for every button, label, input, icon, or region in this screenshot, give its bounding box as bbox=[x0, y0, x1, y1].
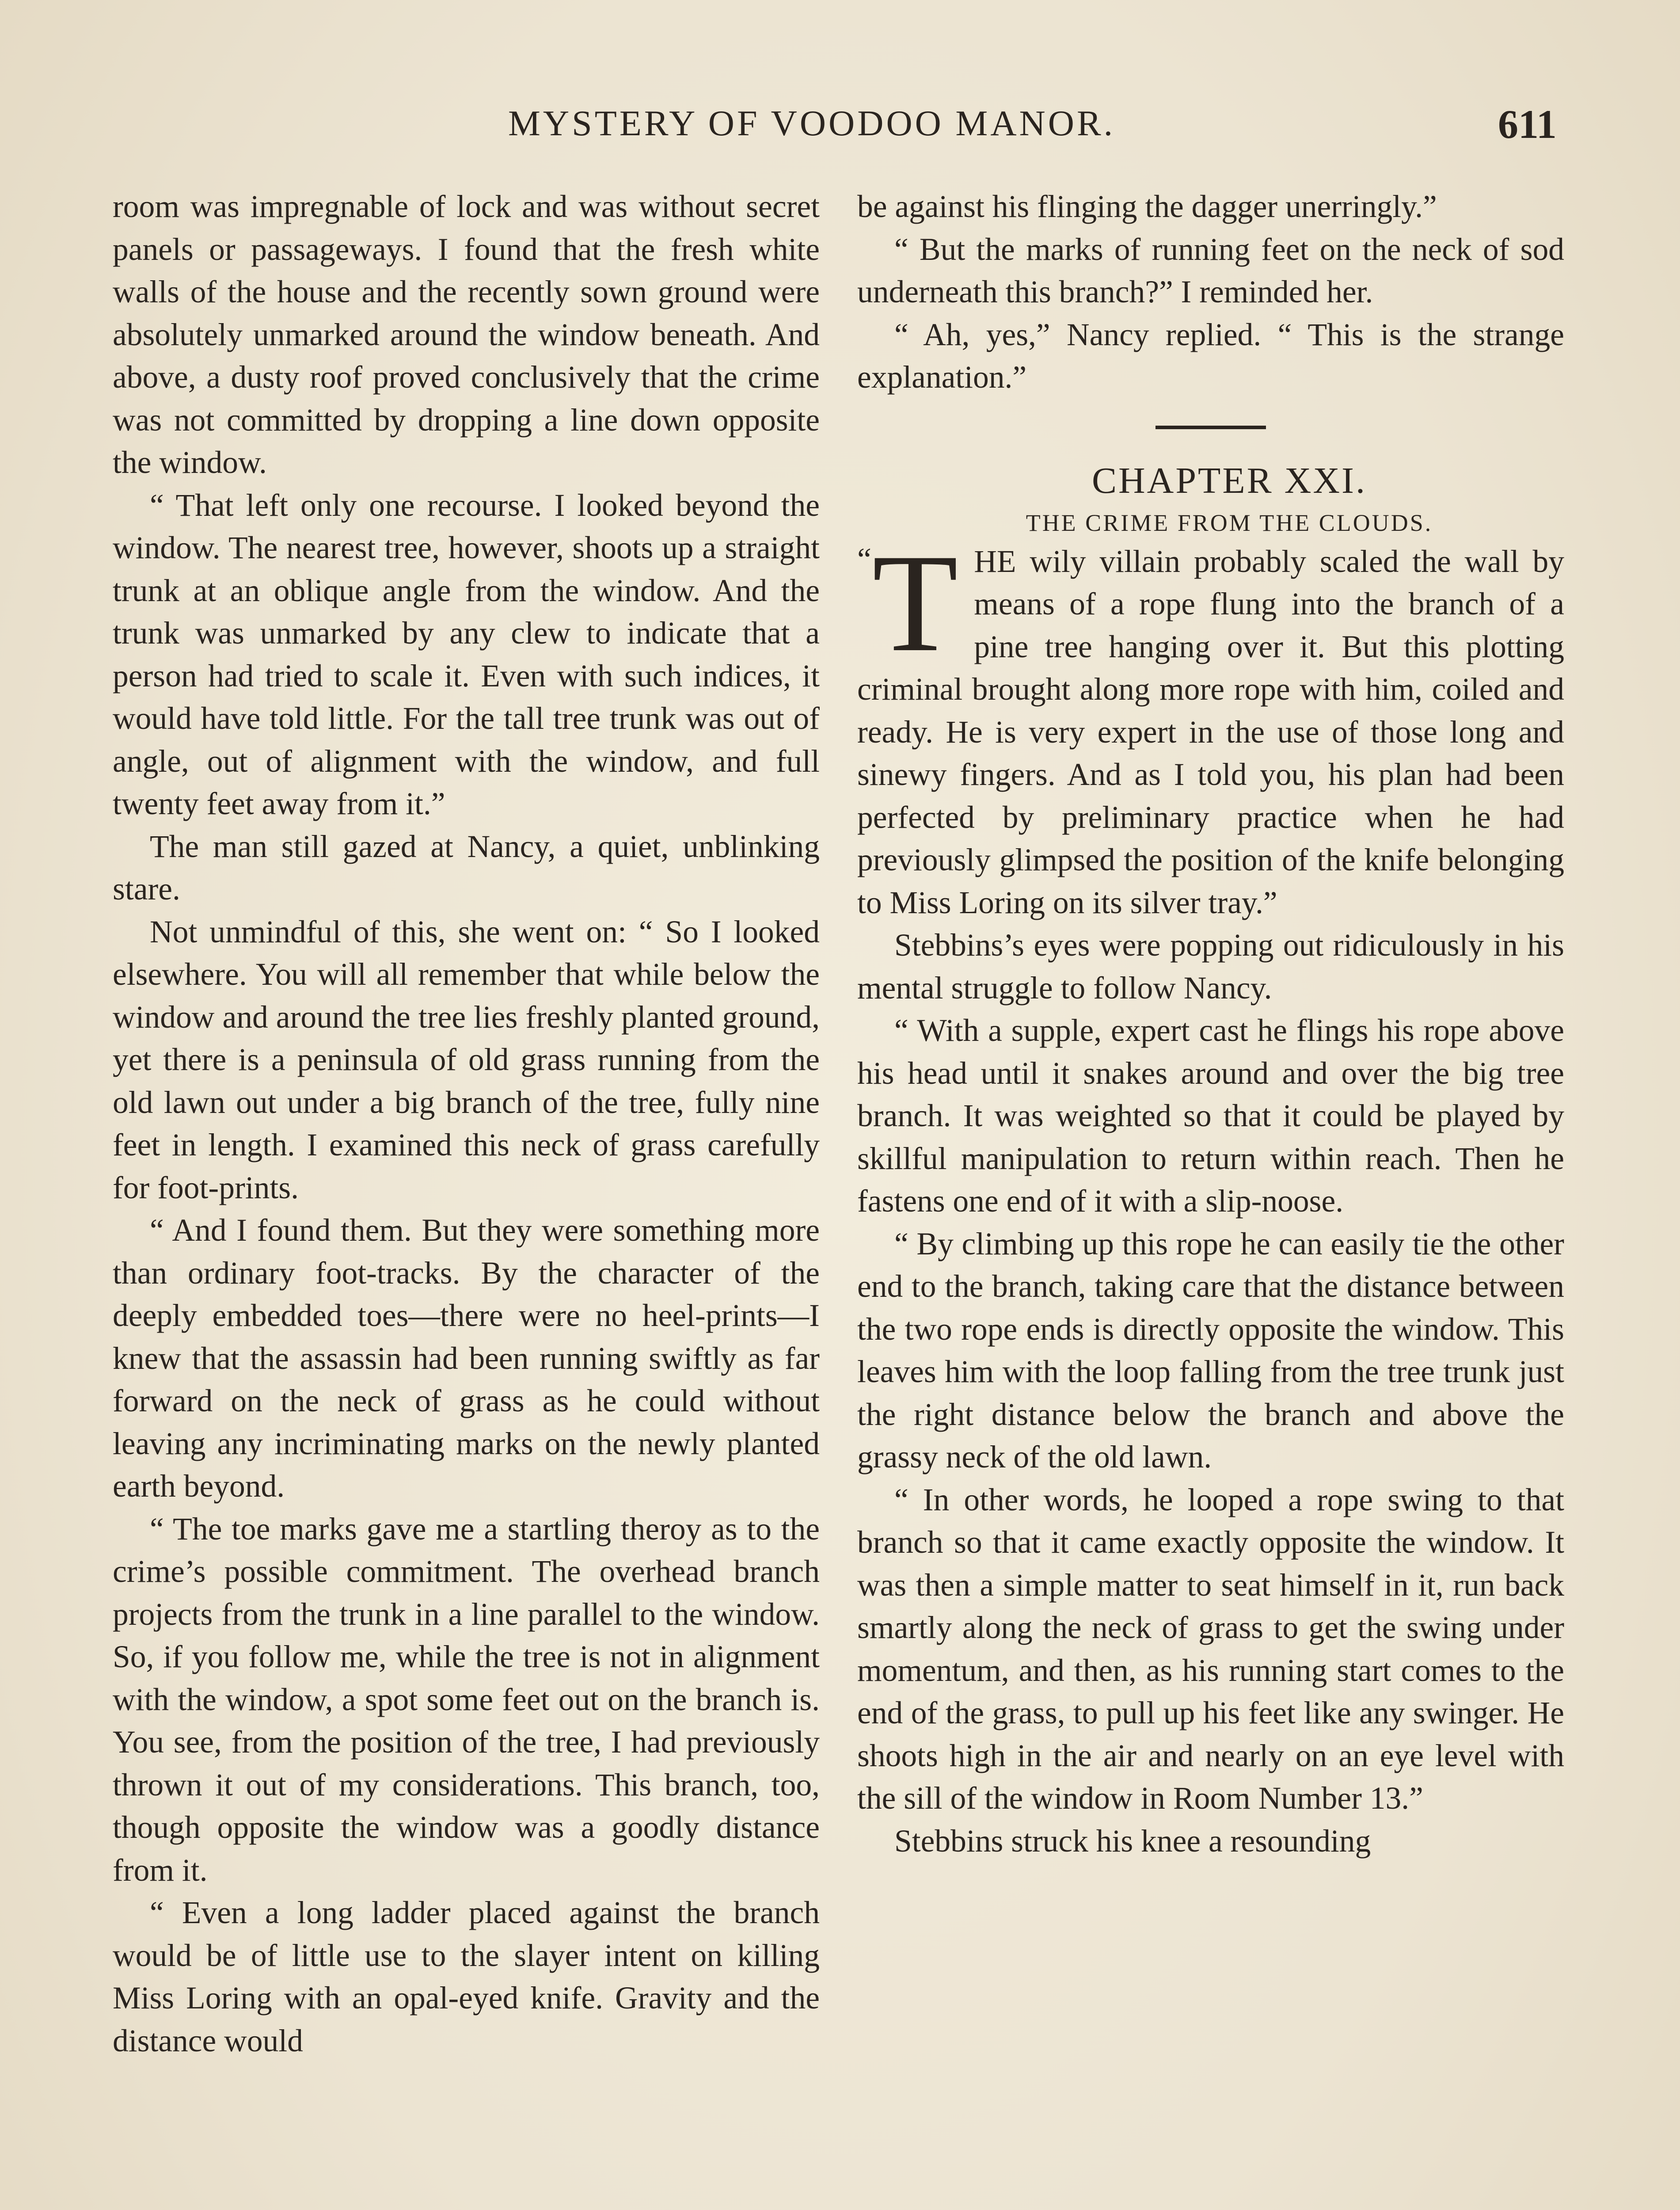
left-column bbox=[113, 186, 820, 2062]
drop-cap: T bbox=[872, 525, 958, 681]
opening-quote: “ bbox=[857, 541, 871, 577]
chapter-subtitle: THE CRIME FROM THE CLOUDS. bbox=[1026, 509, 1433, 536]
running-title: MYSTERY OF VOODOO MANOR. bbox=[508, 103, 1116, 143]
paragraph: Stebbins struck his knee a resounding bbox=[894, 1823, 1371, 1859]
paragraph: “ But the marks of running feet on the neck of sod underneath this branch?” I reminded her. bbox=[857, 232, 1564, 309]
paragraph-text: HE wily villain probably scaled the wall by means of a rope flung into the branch of a pine tree hanging over it. But this plotting criminal brought along more rope with him, coiled and ready. He is very expert in the use of those long and sinewy fingers. And as I told you, his plan had been perfected by preliminary practice when he had previously glimpsed the position of the knife belonging to Miss Loring on its silver tray.” bbox=[857, 544, 1564, 920]
chapter-opening-paragraph bbox=[857, 525, 1564, 925]
section-divider bbox=[1155, 426, 1266, 429]
page-number: 611 bbox=[1498, 102, 1557, 147]
paragraph: room was impregnable of lock and was without secret panels or passageways. I found that the fresh white walls of the house and the recently sown ground were absolutely unmarked around the window beneath. And above, a dusty roof proved conclusively that the crime was not committed by dropping a line down opposite the window. bbox=[113, 189, 820, 480]
paragraph: “ And I found them. But they were something more than ordinary foot-tracks. By the character of the deeply embedded toes—there were no heel-prints—I knew that the assassin had been running swiftly as far forward on the neck of grass as he could without leaving any incriminating marks on the newly planted earth beyond. bbox=[113, 1213, 820, 1504]
paragraph: The man still gazed at Nancy, a quiet, unblinking stare. bbox=[113, 829, 820, 907]
paragraph: “ With a supple, expert cast he flings his rope above his head until it snakes around and over the big tree branch. It was weighted so that it could be played by skillful manipulation to return within reach. Then he fastens one end of it with a slip-noose. bbox=[857, 1013, 1564, 1219]
paragraph: Stebbins’s eyes were popping out ridiculously in his mental struggle to follow Nancy. bbox=[857, 928, 1564, 1006]
right-column bbox=[857, 186, 1564, 1863]
paragraph: “ By climbing up this rope he can easily tie the other end to the branch, taking care that the distance between the two rope ends is directly opposite the window. This leaves him with the loop falling from the tree trunk just the right distance below the branch and above the grassy neck of the old lawn. bbox=[857, 1226, 1564, 1475]
paragraph: “ That left only one recourse. I looked beyond the window. The nearest tree, however, shoots up a straight trunk at an oblique angle from the window. And the trunk was unmarked by any clew to indicate that a person had tried to scale it. Even with such indices, it would have told little. For the tall tree trunk was out of angle, out of alignment with the window, and full twenty feet away from it.” bbox=[113, 488, 820, 821]
chapter-title: CHAPTER XXI. bbox=[1091, 460, 1367, 501]
paragraph: “ Even a long ladder placed against the branch would be of little use to the slayer intent on killing Miss Loring with an opal-eyed knife. Gravity and the distance would bbox=[113, 1895, 820, 2058]
paragraph: Not unmindful of this, she went on: “ So I looked elsewhere. You will all remember that while below the window and around the tree lies freshly planted ground, yet there is a peninsula of old grass running from the old lawn out under a big branch of the tree, fully nine feet in length. I examined this neck of grass carefully for foot-prints. bbox=[113, 914, 820, 1205]
paragraph: “ The toe marks gave me a startling theroy as to the crime’s possible commitment. The overhead branch projects from the trunk in a line parallel to the window. So, if you follow me, while the tree is not in alignment with the window, a spot some feet out on the branch is. You see, from the position of the tree, I had previously thrown it out of my considerations. This branch, too, though opposite the window was a goodly distance from it. bbox=[113, 1511, 820, 1888]
paragraph: “ Ah, yes,” Nancy replied. “ This is the strange explanation.” bbox=[857, 317, 1564, 395]
paragraph: be against his flinging the dagger unerringly.” bbox=[857, 189, 1437, 224]
paragraph: “ In other words, he looped a rope swing to that branch so that it came exactly opposite the window. It was then a simple matter to seat himself in it, run back smartly along the neck of grass to get the swing under momentum, and then, as his running start comes to the end of the grass, to pull up his feet like any swinger. He shoots high in the air and nearly on an eye level with the sill of the window in Room Number 13.” bbox=[857, 1482, 1564, 1816]
